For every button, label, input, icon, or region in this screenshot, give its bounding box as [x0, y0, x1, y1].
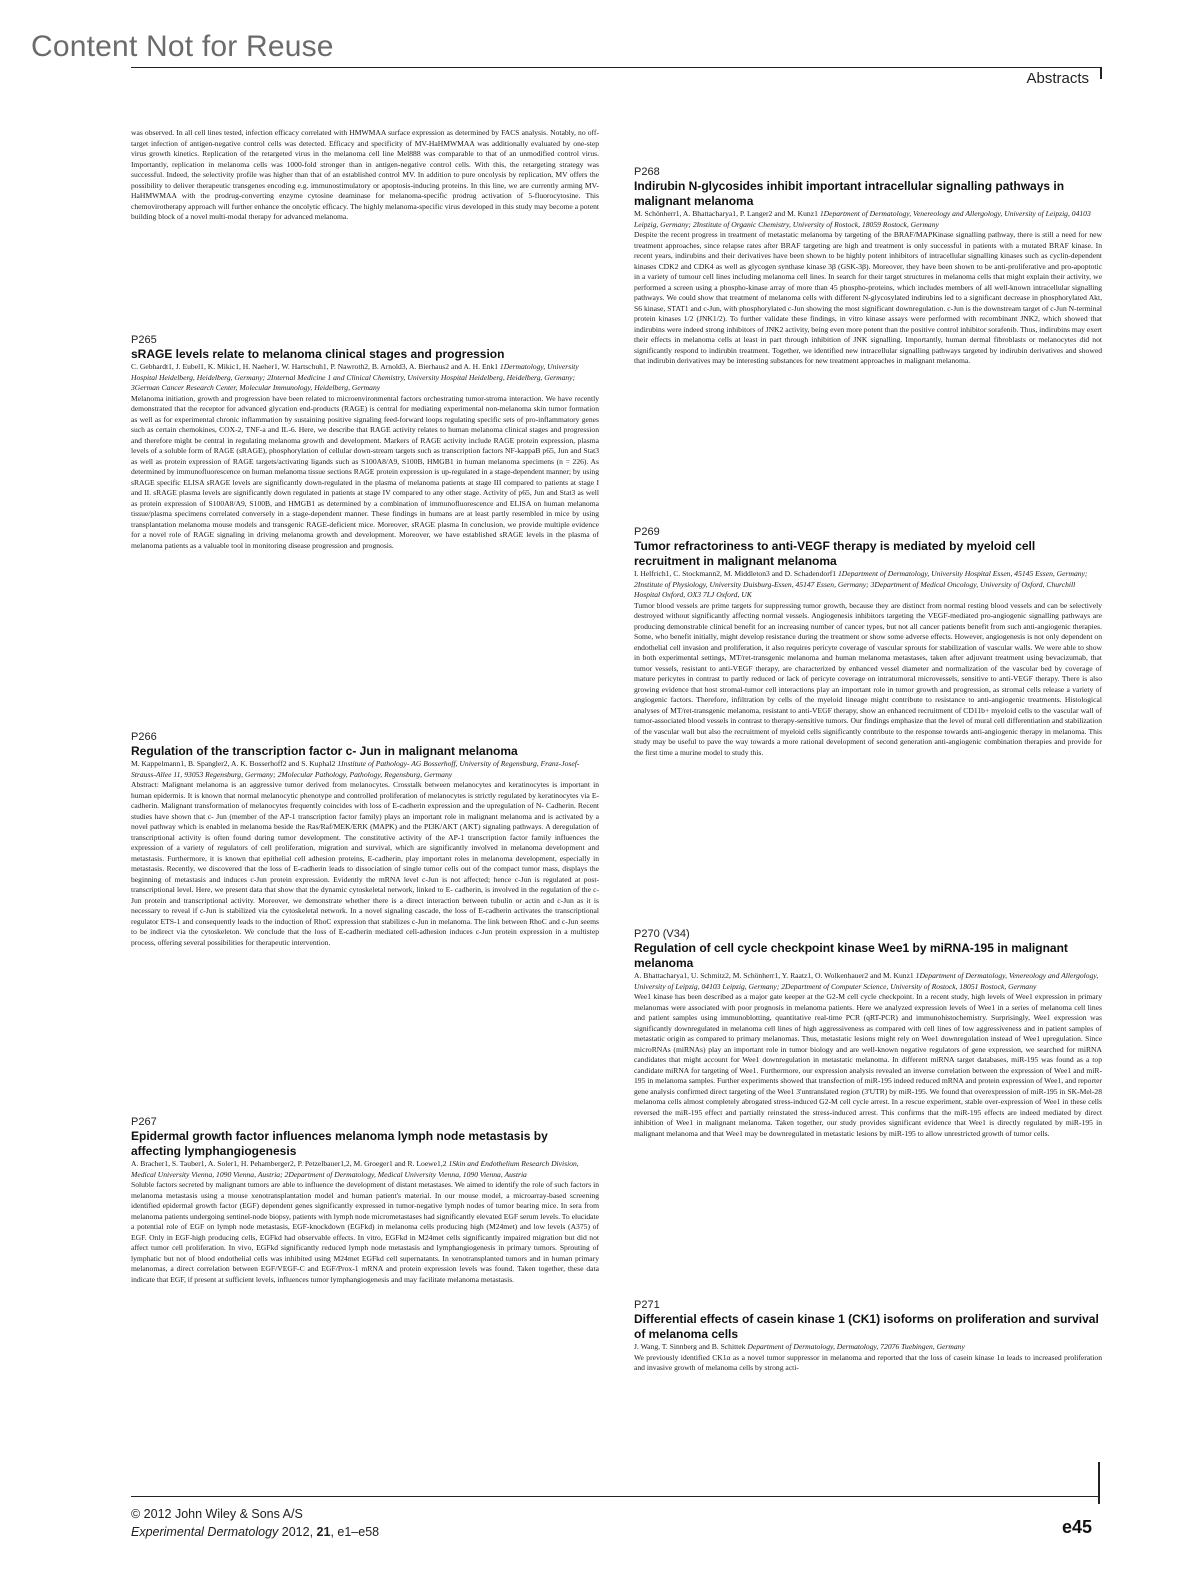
- journal-pages: , e1–e58: [330, 1525, 380, 1539]
- abstract-title: Regulation of the transcription factor c- Jun in malignant melanoma: [131, 744, 518, 758]
- author-affiliations: 1Department of Dermatology, Venereology and Allergology, University of Leipzig, 04103 Leipzig, Germany; 2Institute of Organic Chemistry, University of Rostock, 18059 Rostock, Germany: [634, 209, 1091, 229]
- abstract-p270: [634, 928, 1102, 1139]
- abstract-body: Wee1 kinase has been described as a major gate keeper at the G2-M cell cycle checkpoint. In a recent study, high levels of Wee1 expression in primary melanomas were associated with poor prognosis in melanoma patients. Here we analyzed expression levels of Wee1 in a series of melanoma cell lines and patient samples using immunoblotting, quantitative real-time PCR (qRT-PCR) and immunohistochemistry. Surprisingly, Wee1 expression was significantly downregulated in melanoma cell lines of high aggressiveness as compared with cell lines of low aggressiveness and in patient samples of metastatic origin as compared to primary melanomas. Thus, metastatic lesions might rely on Wee1 downregulation instead of Wee1 upregulation. Since microRNAs (miRNAs) play an important role in tumor biology and are well-known negative regulators of gene expression, we searched for miRNA candidates that might account for Wee1 downregulation in metastatic melanoma. In different miRNA target databases, miR-195 was found as a top candidate miRNA for targeting of Wee1. Furthermore, our expression analysis revealed an inverse correlation between the expression of Wee1 and miR-195 in melanoma samples. Further experiments showed that transfection of miR-195 indeed reduced mRNA and protein expression of Wee1, and reporter gene analysis confirmed direct targeting of the Wee1 3'untranslated region (3'UTR) by miR-195. We found that overexpression of miR-195 in SK-Mel-28 melanoma cells almost completely abrogated stress-induced G2-M cell cycle arrest. In a rescue experiment, stable over-expression of Wee1 in these cells reversed the miR-195 effect and partially reinstated the stress-induced arrest. This confirms that the miR-195 effects are indeed mediated by direct inhibition of Wee1 in malignant melanoma. Taken together, our study provides significant evidence that Wee1 is directly regulated by miR-195 in malignant melanoma and that Wee1 may be downregulated in metastatic lesions by miR-195 to allow unrestricted growth of tumor cells.: [634, 992, 1102, 1138]
- journal-name: Experimental Dermatology: [131, 1525, 279, 1539]
- abstract-body: Despite the recent progress in treatment of metastatic melanoma by targeting of the BRAF/MAPKinase signalling pathway, there is still a need for new treatment approaches, since relapse rates after BRAF targeting are high and treatment is only successful in patients with a mutated BRAF kinase. In recent years, indirubins and their derivatives have been shown to be highly potent inhibitors of intracellular signalling kinases such as cyclin-dependent kinases CDK2 and CDK4 as well as glycogen synthase kinase 3β (GSK-3β). Moreover, they have been shown to be anti-proliferative and pro-apoptotic in a variety of tumour cell lines including melanoma cell lines. In search for their target structures in melanoma cells that might explain their activity, we performed a screen using a phospho-kinase array of more than 45 phospho-proteins, which includes members of all well-known intracellular signalling pathways. We could show that treatment of melanoma cells with different N-glycosylated indirubins led to a significant decrease in phosphorylated Akt, S6 kinase, STAT1 and c-Jun, with phosphorylated c-Jun showing the most significant downregulation. c-Jun is the downstream target of c-Jun N-terminal protein kinases 1/2 (JNK1/2). To further validate these findings, in vitro kinase assays were performed with recombinant JNK2, which showed that indirubins were indeed strong inhibitors of JNK2 activity, being even more potent than the positive control inhibitor sorafenib. Thus, indirubins may exert their effects in melanoma cells at least in part through inhibition of JNK signalling. Importantly, human dermal fibroblasts or melanocytes did not significantly respond to indirubin treatment. Together, we identified new intracellular signalling pathways targeted by indirubin derivatives and showed that indirubin derivatives may be interesting substances for new treatment approaches in malignant melanoma.: [634, 230, 1102, 365]
- abstract-authors: [131, 362, 599, 394]
- header-rule: [131, 67, 1101, 68]
- continued-abstract-text: was observed. In all cell lines tested, infection efficacy correlated with HMWMAA surface expression as determined by FACS analysis. Notably, no off-target infection of antigen-negative control cells was detected. Efficacy and specificity of MV-HaHMWMAA was additionally evaluated by one-step virus growth kinetics. Replication of the retargeted virus in the melanoma cell line Mel888 was comparable to that of an unmodified control virus. Importantly, replication in melanoma cells was 1000-fold stronger than in antigen-negative control cells. With this, the retargeting strategy was successful. Indeed, the selectivity profile was higher than that of an established control MV. In addition to pure oncolysis by replication, MV offers the possibility to deliver therapeutic transgenes encoding e.g. immunostimulatory or apoptosis-inducing proteins. In this line, we are currently arming MV-HaHMWMAA with the prodrug-converting enzyme cytosine deaminase for melanoma-specific prodrug activation of 5-fluorocytosine. This chemovirotherapy approach will further enhance the oncolytic efficacy. The highly melanoma-specific virus developed in this study may become a potent building block of a novel multi-modal therapy for advanced melanoma.: [131, 128, 599, 221]
- abstract-p269: [634, 526, 1102, 758]
- abstract-authors: [131, 1159, 599, 1180]
- footer-rule: [131, 1496, 1100, 1497]
- abstract-id: P270 (V34): [634, 928, 690, 940]
- author-names: A. Bracher1, S. Tauber1, A. Soler1, H. Pehamberger2, P. Petzelbauer1,2, M. Groeger1 and R. Loewe1,2: [131, 1159, 447, 1168]
- abstract-p271: [634, 1299, 1102, 1374]
- header-rule-tick: [1100, 67, 1102, 79]
- footer-rule-tick: [1098, 1462, 1100, 1504]
- abstract-id: P269: [634, 526, 660, 538]
- author-names: A. Bhattacharya1, U. Schmitz2, M. Schönherr1, Y. Raatz1, O. Wolkenhauer2 and M. Kunz1: [634, 971, 914, 980]
- abstract-p265: [131, 334, 599, 551]
- abstract-authors: [634, 971, 1102, 992]
- abstract-id: P266: [131, 731, 157, 743]
- author-affiliations: 1Dermatology, University Hospital Heidelberg, Heidelberg, Germany; 2Internal Medicine 1 and Clinical Chemistry, University Hospital Heidelberg, Heidelberg, Germany; 3German Cancer Research Center, Molecular Immunology, Heidelberg, Germany: [131, 362, 579, 392]
- abstract-title: Tumor refractoriness to anti-VEGF therapy is mediated by myeloid cell recruitment in malignant melanoma: [634, 539, 1036, 568]
- abstract-body: Soluble factors secreted by malignant tumors are able to influence the development of distant metastases. We aimed to identify the role of such factors in melanoma metastasis using a mouse xenotransplantation model and human patient's material. In our mouse model, a microarray-based screening identified epidermal growth factor (EGF) dependent genes significantly expressed in tumor-negative lymph nodes of tumor bearing mice. In sera from melanoma patients undergoing sentinel-node biopsy, patients with lymph node micrometastases had significantly elevated EGF serum levels. To elucidate a potential role of EGF on lymph node metastasis, EGF-knockdown (EGFkd) in melanoma cells producing high (M24met) and low levels (A375) of EGF. Only in EGF-high producing cells, EGFkd had observable effects. In vitro, EGFkd in M24met cells significantly impaired migration but did not affect tumor cell proliferation. In vivo, EGFkd significantly reduced lymph node metastasis and lymphangiogenesis in primary tumors. Sprouting of lymphatic but not of blood endothelial cells was inhibited using M24met EGFkd cell supernatants. In xenotransplanted tumors and in human primary melanomas, a direct correlation between EGF/VEGF-C and EGF/Prox-1 mRNA and protein expression levels was found. Taken together, these data indicate that EGF, if present at sufficient levels, influences tumor lymphangiogenesis and may facilitate melanoma metastasis.: [131, 1180, 599, 1284]
- author-names: M. Schönherr1, A. Bhattacharya1, P. Langer2 and M. Kunz1: [634, 209, 818, 218]
- author-names: C. Gebhardt1, J. Eubel1, K. Mikic1, H. Naeher1, W. Hartschuh1, P. Nawroth2, B. Arnold3, A. Bierhaus2 and A. H. Enk1: [131, 362, 498, 371]
- author-affiliations: 1Skin and Endothelium Research Division, Medical University Vienna, 1090 Vienna, Austria; 2Department of Dermatology, Medical University Vienna, 1090 Vienna, Austria: [131, 1159, 579, 1179]
- abstract-title: sRAGE levels relate to melanoma clinical stages and progression: [131, 347, 505, 361]
- abstract-id: P267: [131, 1116, 157, 1128]
- journal-citation: [131, 1525, 379, 1539]
- journal-volume: 21: [316, 1525, 331, 1539]
- abstract-id: P265: [131, 334, 157, 346]
- abstract-id: P268: [634, 166, 660, 178]
- abstract-id: P271: [634, 1299, 660, 1311]
- page-number: e45: [1061, 1517, 1092, 1537]
- section-title: Abstracts: [1026, 70, 1089, 87]
- abstract-authors: [131, 759, 599, 780]
- abstract-authors: [634, 1342, 1102, 1353]
- author-names: J. Wang, T. Sinnberg and B. Schittek: [634, 1342, 746, 1351]
- abstract-p267: [131, 1116, 599, 1285]
- journal-year: 2012,: [281, 1525, 314, 1539]
- abstract-body: Abstract: Malignant melanoma is an aggressive tumor derived from melanocytes. Crosstalk between melanocytes and keratinocytes is important in human epidermis. It is known that normal melanocytic phenotype and controlled proliferation of melanocytes is strictly regulated by keratinocytes via E-cadherin. Malignant transformation of melanocytes frequently coincides with loss of E-cadherin expression and the upregulation of N- Cadherin. Recent studies have shown that c- Jun (member of the AP-1 transcription factor family) plays an important role in malignant melanoma and is activated by a novel pathway which is enabled in melanoma beside the Ras/Raf/MEK/ERK (MAPK) and the PI3K/AKT (AKT) signaling pathways. A deregulation of transcriptional activity is often found during tumor development. The constitutive activity of the AP-1 transcription factor family influences the expression of a variety of regulators of cell proliferation, migration and survival, which are significantly involved in melanoma development and metastasis. Furthermore, it is known that epithelial cell adhesion proteins, E-cadherin, play important roles in melanoma development, especially in metastasis. Recently, we discovered that the loss of E-cadherin leads to dissociation of single tumor cells out of the compact tumor mass, displays the beginning of metastasis and induces c-Jun protein expression. Evidently the mRNA level c-Jun is not affected; hence c-Jun is regulated at post-transcriptional level. Here, we present data that show that the dynamic cytoskeletal network, linked to E- cadherin, is involved in the regulation of the c-Jun protein and transcriptional activity. Moreover, we demonstrate whether there is a direct interaction between tubulin or actin and c-Jun as it is necessary to reveal if c-Jun is stabilized via the cytoskeletal network. In a novel signaling cascade, the loss of E-cadherin activates the transcriptional regulator ETS-1 and consequently leads to the induction of RhoC expression that stabilizes c-Jun in melanoma. The link between RhoC and c-Jun seems to be indirect via the cytoskeleton. We conclude that the loss of E-cadherin mediated cell-adhesion induces c-Jun protein expression in a multistep process, offering several possibilities for therapeutic intervention.: [131, 780, 599, 947]
- abstract-title: Indirubin N-glycosides inhibit important intracellular signalling pathways in malignant melanoma: [634, 179, 1065, 208]
- author-affiliations: 1Department of Dermatology, Venereology and Allergology, University of Leipzig, 04103 Leipzig, Germany; 2Department of Computer Science, University of Rostock, 18051 Rostock, Germany: [634, 971, 1099, 991]
- abstract-p268: [634, 166, 1102, 367]
- abstract-authors: [634, 209, 1102, 230]
- abstract-body: Tumor blood vessels are prime targets for suppressing tumor growth, because they are distinct from normal resting blood vessels and can be selectively destroyed without significantly affecting normal vessels. Angiogenesis inhibitors targeting the VEGF-mediated pro-angiogenic signalling pathways are producing demonstrable clinical benefit for an increasing number of cancer types, but not all cancer patients benefit from such anti-angiogenic therapies. Some, who benefit initially, might develop resistance during the treatment or show some adverse effects. However, angiogenesis is not only dependent on endothelial cell invasion and proliferation, it also requires pericyte coverage of vascular sprouts for stabilization of vascular walls. We were able to show in both experimental settings, MT/ret-transgenic melanoma and human melanoma metastases, taken after adjuvant treatment using bevacizumab, that tumor vessels, resistant to anti-VEGF therapy, are characterized by enhanced vessel diameter and normalization of the vascular bed by coverage of mature pericytes in contrast to partly reduced or lack of pericyte coverage on intratumoral microvessels, sensitive to anti-VEGF therapy. There is also growing evidence that host stromal-tumor cell interactions play an important role in tumor growth and progression, as stromal cells release a variety of angiogenic factors. Therefore, infiltration by cells of the myeloid lineage might contribute to resistance to anti-angiogenic treatments. Histological analyses of MT/ret-transgenic melanoma, resistant to anti-VEGF therapy, show an enhanced recruitment of CD11b+ myeloid cells to the vascular wall of tumor-associated blood vessels in contrast to therapy-sensitive tumors. Our findings emphasize that the level of mural cell differentiation and stabilization of the vascular wall but also the recruitment of myeloid cells significantly contribute to the response towards anti-angiogenic therapy in melanoma. This study may be useful to pave the way towards a more rational development of second generation anti-angiogenic combination therapies and provide for the first time a murine model to study this.: [634, 600, 1102, 757]
- abstract-body: Melanoma initiation, growth and progression have been related to microenvironmental factors orchestrating tumor-stroma interaction. We have recently demonstrated that the receptor for advanced glycation end-products (RAGE) is central for mediating experimental non-melanoma skin tumor formation as well as for experimental chronic inflammation by sustaining positive signaling feed-forward loops regulating specific sets of pro-inflammatory genes such as certain chemokines, COX-2, TNF-a and IL-6. Here, we describe that RAGE activity relates to human melanoma clinical stages and progression and therefore might be central in regulating melanoma growth and development. Markers of RAGE activity include RAGE protein expression, plasma levels of a soluble form of RAGE (sRAGE), phosphorylation of cellular down-stream targets such as transcription factors NF-kappaB p65, Jun and Stat3 as well as protein expression of RAGE targets/activating ligands such as S100A8/A9, S100B, HMGB1 in human melanoma specimens (n = 226). As determined by immunofluorescence on human melanoma tissue sections RAGE protein expression is up-regulated in a stage-dependent manner; by using sRAGE specific ELISA sRAGE levels are significantly down-regulated in the plasma of melanoma patients at stage III compared to patients at stage I and II. sRAGE plasma levels are significantly down regulated in patients at stage IV compared to any other stage. Activity of p65, Jun and Stat3 as well as protein expression of S100A8/A9, S100B, and HMGB1 as determined by a combination of immunofluorescence and ELISA on human melanoma tissue/plasma specimens correlated conversely in a stage-dependent manner. These findings in humans are at least partly resembled in mice by using transplantation melanoma mouse models and transgenic RAGE-deficient mice. Moreover, sRAGE plasma In conclusion, we provide multiple evidence for a novel role of RAGE signaling in driving melanoma growth and development. Moreover, we have established sRAGE levels in the plasma of melanoma patients as a valuable tool in monitoring disease progression and prognosis.: [131, 393, 599, 550]
- author-names: M. Kappelmann1, B. Spangler2, A. K. Bosserhoff2 and S. Kuphal2: [131, 759, 336, 768]
- author-affiliations: 1Institute of Pathology- AG Bosserhoff, University of Regensburg, Franz-Josef-Strauss-Allee 11, 93053 Regensburg, Germany; 2Molecular Pathology, Pathology, Regensburg, Germany: [131, 759, 580, 779]
- author-names: I. Helfrich1, C. Stockmann2, M. Middleton3 and D. Schadendorf1: [634, 569, 837, 578]
- copyright: © 2012 John Wiley & Sons A/S: [131, 1507, 303, 1521]
- abstract-p266: [131, 731, 599, 948]
- author-affiliations: Department of Dermatology, Dermatology, 72076 Tuebingen, Germany: [747, 1342, 965, 1351]
- abstract-body: We previously identified CK1α as a novel tumor suppressor in melanoma and reported that the loss of casein kinase 1α leads to increased proliferation and invasive growth of melanoma cells by strong acti-: [634, 1352, 1102, 1372]
- abstract-title: Regulation of cell cycle checkpoint kinase Wee1 by miRNA-195 in malignant melanoma: [634, 941, 1068, 970]
- abstract-title: Differential effects of casein kinase 1 (CK1) isoforms on proliferation and survival of melanoma cells: [634, 1312, 1099, 1341]
- watermark: Content Not for Reuse: [31, 30, 334, 63]
- author-affiliations: 1Department of Dermatology, University Hospital Essen, 45145 Essen, Germany; 2Institute of Physiology, University Duisburg-Essen, 45147 Essen, Germany; 3Department of Medical Oncology, University of Oxford, Churchill Hospital Oxford, OX3 7LJ Oxford, UK: [634, 569, 1088, 599]
- abstract-authors: [634, 569, 1102, 601]
- abstract-title: Epidermal growth factor influences melanoma lymph node metastasis by affecting lymphangiogenesis: [131, 1129, 548, 1158]
